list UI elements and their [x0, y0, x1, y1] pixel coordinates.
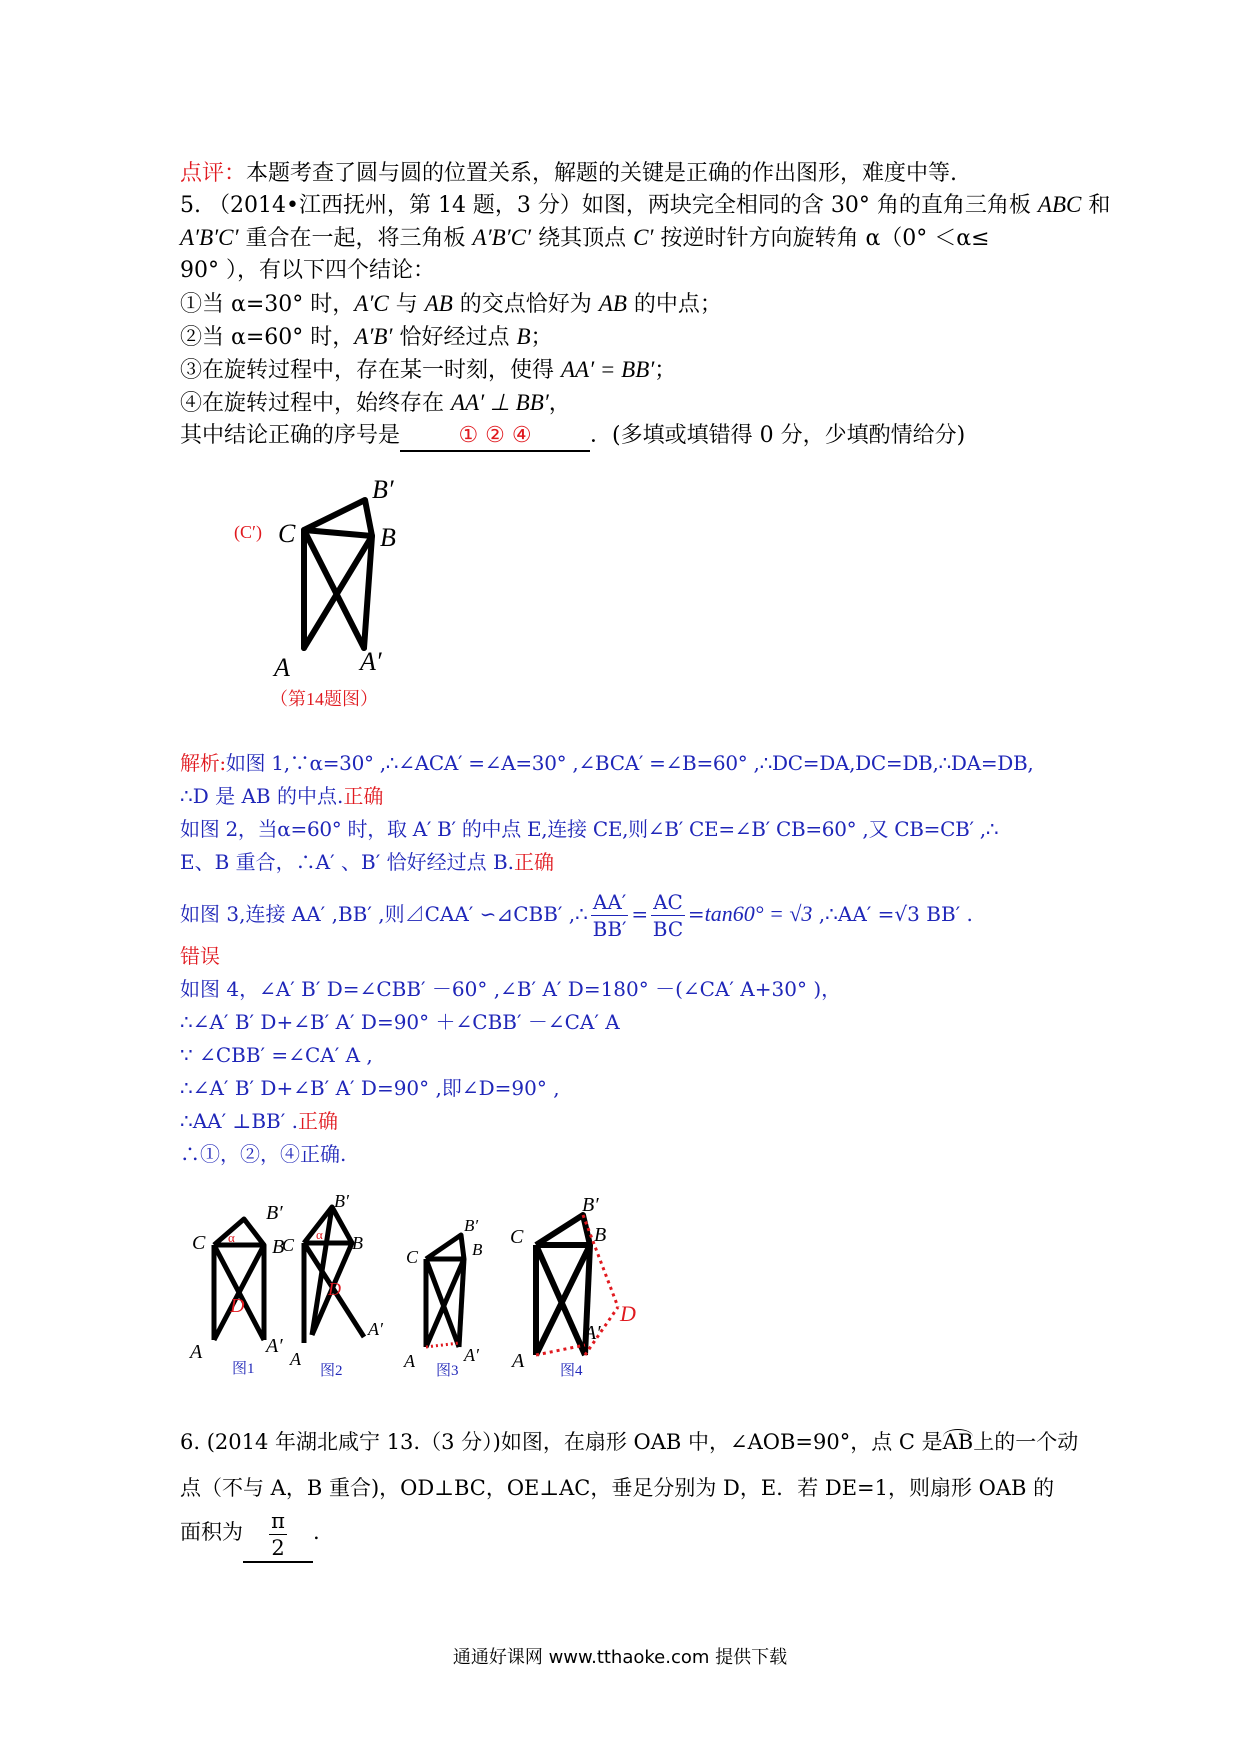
- q6-arc-ab: AB: [942, 1430, 974, 1454]
- svg-text:α: α: [228, 1230, 235, 1245]
- q5-fig-caption: （第14题图）: [270, 689, 378, 709]
- solution-line6: [180, 942, 220, 970]
- q5-line1: 5. （2014•江西抚州，第 14 题，3 分）如图，两块完全相同的含 30° 角的直角三角板 ABC 和: [180, 192, 1111, 218]
- svg-text:D: D: [620, 1301, 636, 1326]
- solution-line10: ∴∠A′ B′ D+∠B′ A′ D=90° ,即∠D=90° ,: [180, 1076, 560, 1100]
- review-label: 点评：: [180, 161, 247, 186]
- svg-text:B: B: [352, 1233, 363, 1253]
- solution-line11: ∴AA′ ⊥BB′ .正确: [180, 1109, 338, 1133]
- mark-correct-1: 正确: [343, 784, 384, 808]
- q5-fig-label-b: B: [380, 523, 396, 552]
- svg-text:C: C: [510, 1226, 524, 1248]
- q5-fig-cprime: (C′): [234, 522, 262, 542]
- figure-4: [510, 1195, 636, 1379]
- q5-fig-label-bprime: B′: [372, 480, 394, 504]
- solution-label: 解析:: [180, 751, 226, 775]
- svg-text:B: B: [594, 1224, 607, 1246]
- svg-text:C: C: [406, 1247, 419, 1267]
- q5-fig-label-a: A: [274, 653, 290, 682]
- svg-text:D: D: [230, 1295, 245, 1317]
- q5-line3: 90° ），有以下四个结论：: [180, 258, 435, 283]
- solution-line9: ∵ ∠CBB′ =∠CA′ A ,: [180, 1043, 373, 1067]
- svg-text:B: B: [272, 1236, 285, 1258]
- fraction-ac-bc: $\frac{AC}{BC}$: [652, 890, 684, 941]
- solution-line4: E、B 重合，∴A′ 、B′ 恰好经过点 B.正确: [180, 850, 555, 874]
- q5-fig-label-aprime: A′: [360, 647, 382, 676]
- solution-line8: ∴∠A′ B′ D+∠B′ A′ D=90° ＋∠CBB′ －∠CA′ A: [180, 1010, 620, 1034]
- svg-text:A′: A′: [584, 1322, 601, 1344]
- q6-line1: 6. (2014 年湖北咸宁 13.（3 分）)如图，在扇形 OAB 中，∠AOB=90°，点 C 是AB上的一个动: [180, 1430, 1079, 1454]
- svg-text:A: A: [404, 1351, 415, 1371]
- q5-fig-label-c: C: [278, 519, 296, 548]
- review-text: 本题考查了圆与圆的位置关系，解题的关键是正确的作出图形，难度中等.: [246, 161, 958, 186]
- q5-conclusion-4: ④在旋转过程中，始终存在 AA′ ⊥ BB′，: [180, 390, 571, 416]
- figures-row: [180, 1195, 740, 1385]
- svg-text:α: α: [316, 1227, 323, 1242]
- q5-ask: 其中结论正确的序号是 ① ② ④ ．(多填或填错得 0 分，少填酌情给分): [180, 422, 965, 452]
- mark-correct-2: 正确: [514, 850, 555, 874]
- solution-line3: 如图 2，当α=60° 时，取 A′ B′ 的中点 E,连接 CE,则∠B′ CE=∠B′ CB=60° ,又 CB=CB′ ,∴: [180, 817, 999, 841]
- fraction-aa-bb: $\frac{AA'}{BB'}$: [592, 890, 627, 941]
- svg-text:B′: B′: [464, 1216, 479, 1235]
- svg-text:D: D: [328, 1279, 341, 1299]
- svg-text:B′: B′: [334, 1195, 349, 1211]
- svg-text:A: A: [290, 1349, 301, 1369]
- figure-4-label: 图4: [560, 1363, 583, 1379]
- footer: 通通好课网 www.tthaoke.com 提供下载: [452, 1647, 788, 1668]
- figure-1-label: 图1: [232, 1361, 255, 1377]
- solution-line5: 如图 3,连接 AA′ ,BB′ ,则⊿CAA′ ∽⊿CBB′ ,∴ $\frac{AA'}{BB'}$ = $\frac{AC}{BC}$ =tan60° = √3 ,∴AA′ =√3 BB′ .: [180, 890, 973, 941]
- svg-text:A′: A′: [464, 1345, 479, 1365]
- review-line: [180, 160, 957, 188]
- mark-wrong: 错误: [180, 944, 220, 968]
- svg-text:B: B: [472, 1240, 483, 1259]
- q5-answer-blank: ① ② ④: [400, 422, 590, 452]
- figure-3-label: 图3: [436, 1363, 459, 1379]
- solution-line1: 解析:如图 1,∵α=30° ,∴∠ACA′ =∠A=30° ,∠BCA′ =∠B=60° ,∴DC=DA,DC=DB,∴DA=DB,: [180, 751, 1034, 775]
- q5-figure: [230, 480, 430, 720]
- q5-conclusion-2: ②当 α=60° 时，A′B′ 恰好经过点 B；: [180, 324, 553, 350]
- svg-text:B′: B′: [266, 1202, 283, 1224]
- figure-3: [403, 1216, 483, 1379]
- solution-line7: 如图 4，∠A′ B′ D=∠CBB′ －60° ,∠B′ A′ D=180° －(∠CA′ A+30° )，: [180, 977, 842, 1001]
- svg-text:A: A: [512, 1350, 525, 1372]
- q6-answer-blank: $\frac{\pi}{2}$: [243, 1505, 313, 1563]
- figure-1: [188, 1202, 284, 1377]
- q5-conclusion-3: ③在旋转过程中，存在某一时刻，使得 AA′ = BB′；: [180, 357, 677, 383]
- mark-correct-3: 正确: [297, 1109, 338, 1133]
- q6-line2: 点（不与 A，B 重合)，OD⊥BC，OE⊥AC，垂足分别为 D，E．若 DE=1，则扇形 OAB 的: [180, 1476, 1055, 1500]
- svg-text:A: A: [190, 1341, 203, 1363]
- svg-text:A′: A′: [368, 1319, 383, 1339]
- q6-line3: 面积为 $\frac{\pi}{2}$ .: [180, 1504, 320, 1563]
- q5-line2: A′B′C′ 重合在一起，将三角板 A′B′C′ 绕其顶点 C′ 按逆时针方向旋转角 α（0° ＜α≤: [180, 225, 990, 251]
- svg-text:C: C: [282, 1235, 295, 1255]
- solution-line12: ∴①，②，④正确.: [180, 1142, 347, 1166]
- svg-text:C: C: [192, 1232, 206, 1254]
- figure-2-label: 图2: [320, 1363, 343, 1379]
- q5-figure-lines: [304, 500, 372, 648]
- q5-conclusion-1: ①当 α=30° 时，A′C 与 AB 的交点恰好为 AB 的中点；: [180, 291, 722, 317]
- svg-text:A′: A′: [266, 1335, 283, 1357]
- figure-2: [282, 1195, 384, 1379]
- solution-line2: ∴D 是 AB 的中点.正确: [180, 784, 384, 808]
- svg-text:B′: B′: [582, 1195, 599, 1216]
